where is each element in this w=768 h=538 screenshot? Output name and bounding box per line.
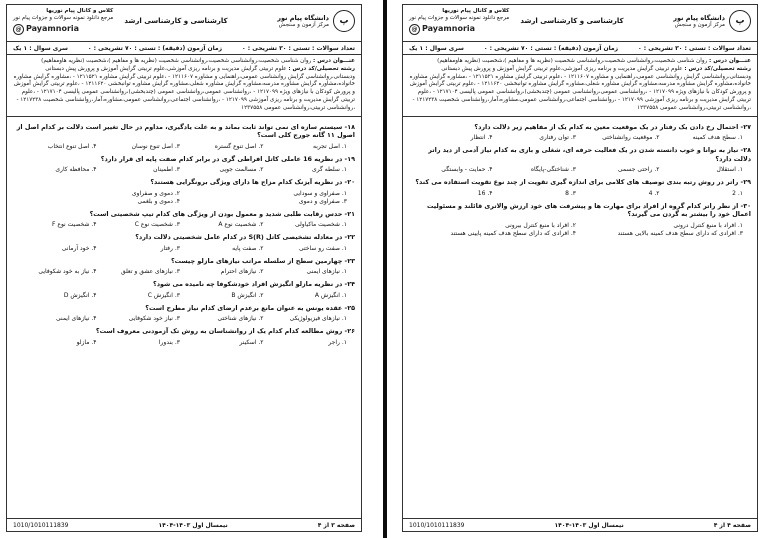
university-block bbox=[673, 10, 751, 32]
answer-option: ۳. افرادی که دارای سطح هدف کمینه بالایی هستند bbox=[617, 229, 743, 237]
answer-option: ۳. انگیزش C bbox=[147, 291, 180, 299]
course-info bbox=[403, 55, 757, 117]
answer-options bbox=[13, 315, 355, 323]
answer-option: ۱. نیازهای ایمنی bbox=[306, 268, 347, 276]
field-value: علوم تربیتی گرایش مدیریت و برنامه ریزی آموزشی،علوم تربیتی گرایش آموزش و پرورش پیش دبستانی ودبستانی،روانشناسی گرایش روانشناسی عمومی،راهنمایی و مشاوره ۱۲۱۱۶۰۷ - ،علوم تربیتی گرایش مشاوره ۱۲۱۱۵۲۱ - ،مشاوره گرایش مشاوره خانواده،مشاوره گرایش مشاوره مدرسه،مشاوره گرایش مشاوره شغلی،مشاوره گرایش مشاوره توانبخشی ۱۲۱۱۶۲۰ - ،علوم تربیتی گرایش آموزش و پرورش کودکان با نیازهای ویژه ۱۲۱۷۰۹۹ - ،روانشناسی عمومی،روانشناسی عمومی (چندبخشی)،روانشناسی عمومی پالیسی ۱۲۱۷۱۰۴ - ،علوم تربیتی گرایش مدیریت و برنامه ریزی آموزشی ۱۲۱۷۰۹۹ - ،روانشناسی اجتماعی،روانشناسی عمومی،مشاوره،آمار،روانشناسی شخصیت ۱۲۱۷۲۳۸ - ،روانشناسی تربیتی،روانشناسی عمومی ۱۲۳۷۵۵۸ bbox=[409, 65, 751, 111]
answer-option: ۳. 8 bbox=[565, 189, 576, 197]
question bbox=[409, 202, 751, 238]
answer-option: ۱. راجر bbox=[328, 338, 347, 346]
answer-option: ۴. انتظار bbox=[470, 134, 493, 142]
answer-option: ۲. انگیزش B bbox=[231, 291, 264, 299]
university-block bbox=[277, 10, 355, 32]
answer-option: ۲. شخصیت نوع A bbox=[218, 221, 264, 229]
course-title-row bbox=[409, 58, 751, 66]
page-number: صفحه ۴ از ۴ bbox=[713, 521, 751, 529]
answer-option: ۳. اصل تنوع نوسان bbox=[131, 142, 180, 150]
question-list bbox=[403, 117, 757, 238]
answer-options bbox=[13, 143, 355, 151]
answer-option: ۴. اصل تنوع انتخاب bbox=[47, 142, 97, 150]
answer-option: ۳. نیازهای عشق و تعلق bbox=[120, 268, 180, 276]
question bbox=[13, 210, 355, 230]
question bbox=[13, 327, 355, 347]
portal-block bbox=[409, 8, 509, 35]
answer-option: ۲. نیازهای شناختی bbox=[217, 315, 264, 323]
portal-line-2: مرجع دانلود نمونه سوالات و جزوات پیام نور bbox=[409, 15, 510, 21]
answer-option: ۲. اسکینر bbox=[239, 338, 264, 346]
answer-option: ۳. توان رفتاری bbox=[539, 134, 576, 142]
answer-option: ۱. اصل تجربه bbox=[312, 142, 347, 150]
course-title-value: روان شناسی شخصیت،روانشناسی شخصیت،روانشناسی شخصیت (نظریه ها و مفاهیم )،شخصیت (نظریه هاومفاهیم) bbox=[41, 58, 312, 64]
page-number: صفحه ۳ از ۴ bbox=[317, 521, 355, 529]
question-text: ۲۸- نیاز به توانا و خوب دانسته شدن در یک فعالیت حرفه ای، شغلی و بازی به کدام نیاز آدمی از دید راتر دلالت دارد؟ bbox=[428, 146, 751, 163]
question-text: ۲۹- راتر در روش رتبه بندی توصیف های کلامی برای اندازه گیری تقویت از چند نوع تقویت استفاده می کند؟ bbox=[415, 178, 751, 187]
exam-page-right bbox=[402, 4, 758, 532]
question bbox=[13, 304, 355, 324]
brand-at-icon: @ bbox=[13, 24, 24, 35]
field-value: علوم تربیتی گرایش مدیریت و برنامه ریزی آموزشی،علوم تربیتی گرایش آموزش و پرورش پیش دبستانی ودبستانی،روانشناسی گرایش روانشناسی عمومی،راهنمایی و مشاوره ۱۲۱۱۶۰۷ - ،علوم تربیتی گرایش مشاوره ۱۲۱۱۵۲۱ - ،مشاوره گرایش مشاوره خانواده،مشاوره گرایش مشاوره مدرسه،مشاوره گرایش مشاوره شغلی،مشاوره گرایش مشاوره توانبخشی ۱۲۱۱۶۲۰ - ،علوم تربیتی گرایش آموزش و پرورش کودکان با نیازهای ویژه ۱۲۱۷۰۹۹ - ،روانشناسی عمومی،روانشناسی عمومی (چندبخشی)،روانشناسی عمومی پالیسی ۱۲۱۷۱۰۴ - ،علوم تربیتی گرایش مدیریت و برنامه ریزی آموزشی ۱۲۱۷۰۹۹ - ،روانشناسی اجتماعی،روانشناسی عمومی،مشاوره،آمار،روانشناسی شخصیت ۱۲۱۷۲۳۸ - ،روانشناسی تربیتی،روانشناسی عمومی ۱۲۳۷۵۵۸ bbox=[13, 65, 355, 111]
exam-code: 1010/1010111839 bbox=[13, 521, 69, 529]
answer-option: ۳. اطمینان bbox=[153, 166, 180, 174]
brand-at-icon: @ bbox=[409, 24, 420, 35]
field-row bbox=[409, 66, 751, 113]
answer-option: ۴. حمایت - وابستگی bbox=[441, 166, 493, 174]
answer-options bbox=[13, 268, 355, 276]
question-text: ۲۷- احتمال رخ دادن یک رفتار در یک موقعیت معین به کدام یک از مفاهیم زیر دلالت دارد؟ bbox=[474, 122, 751, 131]
exam-meta-row bbox=[403, 42, 757, 55]
exam-time: زمان آزمون (دقیقه) : تستی : ۷۰ تشریحی : ۰ bbox=[483, 45, 619, 52]
question-text: ۱۸- سیستم سازه ای نمی تواند ثابت بماند و به علت یادگیری، مداوم در حال تغییر است دلالت بر کدام اصل از اصول ۱۱ گانه جورج کلی است؟ bbox=[16, 122, 355, 140]
answer-option: ۱. انگیزش A bbox=[314, 291, 347, 299]
exam-page-left bbox=[6, 4, 362, 532]
brand-logo bbox=[409, 24, 509, 35]
answer-option: ۲. مسالمت جویی bbox=[219, 166, 264, 174]
course-info bbox=[7, 55, 361, 117]
answer-option: ۴. محافظه کاری bbox=[55, 166, 97, 174]
answer-option: ۴. 16 bbox=[477, 189, 493, 197]
answer-option: ۴. افرادی که دارای سطح هدف کمینه پایینی هستند bbox=[450, 229, 576, 237]
university-subtitle: مرکز آزمون و سنجش bbox=[278, 21, 329, 28]
answer-options bbox=[13, 245, 355, 253]
brand-name: Payamnoria bbox=[26, 24, 80, 33]
answer-option: ۲. افراد با منبع کنترل بیرونی bbox=[505, 221, 576, 229]
answer-options bbox=[13, 221, 355, 229]
question-count: تعداد سوالات : تستی : ۳۰ تشریحی : ۰ bbox=[638, 45, 751, 52]
field-row bbox=[13, 66, 355, 113]
page-divider bbox=[383, 0, 387, 538]
answer-option: ۲. دموی و صفراوی bbox=[131, 189, 180, 197]
question-series: سری سوال : ۱ یک bbox=[409, 45, 464, 52]
field-label: رشته تحصیلی/کد درس : bbox=[288, 65, 355, 72]
question bbox=[13, 155, 355, 175]
answer-option: ۴. مازلو bbox=[76, 338, 97, 346]
question bbox=[13, 178, 355, 206]
question bbox=[409, 123, 751, 143]
answer-option: ۱. صفت رو ساختی bbox=[298, 244, 347, 252]
brand-logo bbox=[13, 24, 113, 35]
question bbox=[13, 123, 355, 151]
answer-options bbox=[409, 222, 751, 238]
university-subtitle: مرکز آزمون و سنجش bbox=[674, 21, 725, 28]
answer-option: ۳. نیاز خود شکوفایی bbox=[128, 315, 180, 323]
page-footer bbox=[7, 518, 361, 531]
answer-options bbox=[13, 190, 355, 206]
answer-option: ۳. صفراوی و دموی bbox=[298, 197, 347, 205]
answer-option: ۲. راحتی جسمی bbox=[617, 166, 660, 174]
field-label: رشته تحصیلی/کد درس : bbox=[684, 65, 751, 72]
brand-name: Payamnoria bbox=[422, 24, 476, 33]
answer-option: ۲. صفت پایه bbox=[232, 244, 264, 252]
course-title-label: عنـــوان درس : bbox=[313, 58, 355, 64]
course-title-label: عنـــوان درس : bbox=[709, 58, 751, 64]
answer-options bbox=[409, 190, 751, 198]
question-list bbox=[7, 117, 361, 347]
answer-option: ۱. شخصیت ماکیاولی bbox=[294, 221, 347, 229]
answer-option: ۳. بندورا bbox=[158, 338, 180, 346]
answer-option: ۲. اصل تنوع گستره bbox=[214, 142, 264, 150]
answer-option: ۲. نیازهای احترام bbox=[220, 268, 264, 276]
page-footer bbox=[403, 518, 757, 531]
answer-option: ۴. شخصیت نوع F bbox=[52, 221, 97, 229]
question-count: تعداد سوالات : تستی : ۳۰ تشریحی : ۰ bbox=[242, 45, 355, 52]
answer-option: ۴. انگیزش D bbox=[63, 291, 97, 299]
answer-option: ۳. شناختگی-پایگاه bbox=[530, 166, 576, 174]
university-logo-icon: پ bbox=[333, 10, 355, 32]
question-text: ۱۹- در نظریه 16 عاملی کاتل افراطی گری در برابر کدام صفت پایه ای قرار دارد؟ bbox=[100, 154, 355, 163]
university-name: دانشگاه پیام نور bbox=[673, 13, 725, 22]
question-text: ۲۰- در نظریه آیزنک کدام مزاج ها دارای ویژگی برونگرایی هستند؟ bbox=[150, 178, 355, 187]
page-header bbox=[403, 5, 757, 42]
university-name: دانشگاه پیام نور bbox=[277, 13, 329, 22]
answer-option: ۱. 2 bbox=[732, 189, 743, 197]
question-text: ۲۱- حدس رقابت طلبی شدید و معمول بودن از ویژگی های کدام تیپ شخصیتی است؟ bbox=[89, 209, 355, 218]
answer-options bbox=[13, 166, 355, 174]
answer-option: ۱. صفراوی و سودایی bbox=[293, 189, 347, 197]
answer-option: ۴. نیاز به خود شکوفایی bbox=[38, 268, 97, 276]
question bbox=[409, 146, 751, 174]
exam-code: 1010/1010111839 bbox=[409, 521, 465, 529]
answer-option: ۳. رفتار bbox=[160, 244, 180, 252]
course-level-title: کارشناسی و کارشناسی ارشد bbox=[520, 17, 624, 25]
portal-line-2: مرجع دانلود نمونه سوالات و جزوات پیام نور bbox=[13, 15, 114, 21]
question-text: ۳۰- از نظر راتر کدام گروه از افراد برای مهارت ها و پیشرفت های خود ارزش والاتری قائلند و مسئولیت اعمال خود را بیشتر به گردن می گیرند؟ bbox=[426, 201, 751, 219]
question bbox=[409, 178, 751, 198]
answer-option: ۱. سلطه گری bbox=[312, 166, 347, 174]
answer-option: ۴. نیازهای ایمنی bbox=[56, 315, 97, 323]
answer-option: ۱. سطح هدف کمینه bbox=[692, 134, 743, 142]
exam-meta-row bbox=[7, 42, 361, 55]
question-text: ۲۵- عقده یونس به عنوان مانع برعدم ارضای کدام نیاز مطرح است؟ bbox=[145, 303, 355, 312]
question bbox=[13, 257, 355, 277]
answer-option: ۱. استقلال bbox=[716, 166, 743, 174]
exam-time: زمان آزمون (دقیقه) : تستی : ۷۰ تشریحی : ۰ bbox=[87, 45, 223, 52]
question bbox=[13, 233, 355, 253]
question-text: ۲۶- روش مطالعه کدام کدام یک از روانشناسان به روش تک آزمودنی معروف است؟ bbox=[95, 327, 355, 336]
answer-options bbox=[13, 339, 355, 347]
course-title-value: روان شناسی شخصیت،روانشناسی شخصیت،روانشناسی شخصیت (نظریه ها و مفاهیم )،شخصیت (نظریه هاومفاهیم) bbox=[437, 58, 708, 64]
university-logo-icon: پ bbox=[729, 10, 751, 32]
answer-options bbox=[409, 134, 751, 142]
semester: نیمسال اول ۱۴۰۳-۱۴۰۴ bbox=[158, 521, 228, 529]
answer-option: ۲. 4 bbox=[648, 189, 660, 197]
answer-options bbox=[409, 166, 751, 174]
portal-block bbox=[13, 8, 113, 35]
question-text: ۲۲- در معادله تشخیصی کاتل (R)S در کدام عامل شخصیتی دلالت دارد؟ bbox=[135, 233, 355, 242]
page-header bbox=[7, 5, 361, 42]
answer-option: ۴. دموی و بلغمی bbox=[137, 197, 180, 205]
answer-option: ۴. خود آرمانی bbox=[61, 244, 97, 252]
semester: نیمسال اول ۱۴۰۳-۱۴۰۴ bbox=[554, 521, 624, 529]
answer-option: ۱. افراد با منبع کنترل درونی bbox=[673, 221, 743, 229]
answer-options bbox=[13, 292, 355, 300]
question bbox=[13, 280, 355, 300]
question-series: سری سوال : ۱ یک bbox=[13, 45, 68, 52]
answer-option: ۲. موقعیت روانشناختی bbox=[602, 134, 660, 142]
course-title-row bbox=[13, 58, 355, 66]
question-text: ۲۳- چهارمین سطح از سلسله مراتب نیازهای مازلو چیست؟ bbox=[170, 256, 355, 265]
question-text: ۲۴- در نظریه مازلو انگیزش افراد خودشکوفا چه نامیده می شود؟ bbox=[152, 280, 355, 289]
portal-line-1: کلاس و کانال پیام نوریها bbox=[46, 8, 114, 14]
course-level-title: کارشناسی و کارشناسی ارشد bbox=[124, 17, 228, 25]
portal-line-1: کلاس و کانال پیام نوریها bbox=[442, 8, 510, 14]
answer-option: ۳. شخصیت نوع C bbox=[134, 221, 180, 229]
answer-option: ۱. نیازهای فیزیولوژیکی bbox=[289, 315, 347, 323]
